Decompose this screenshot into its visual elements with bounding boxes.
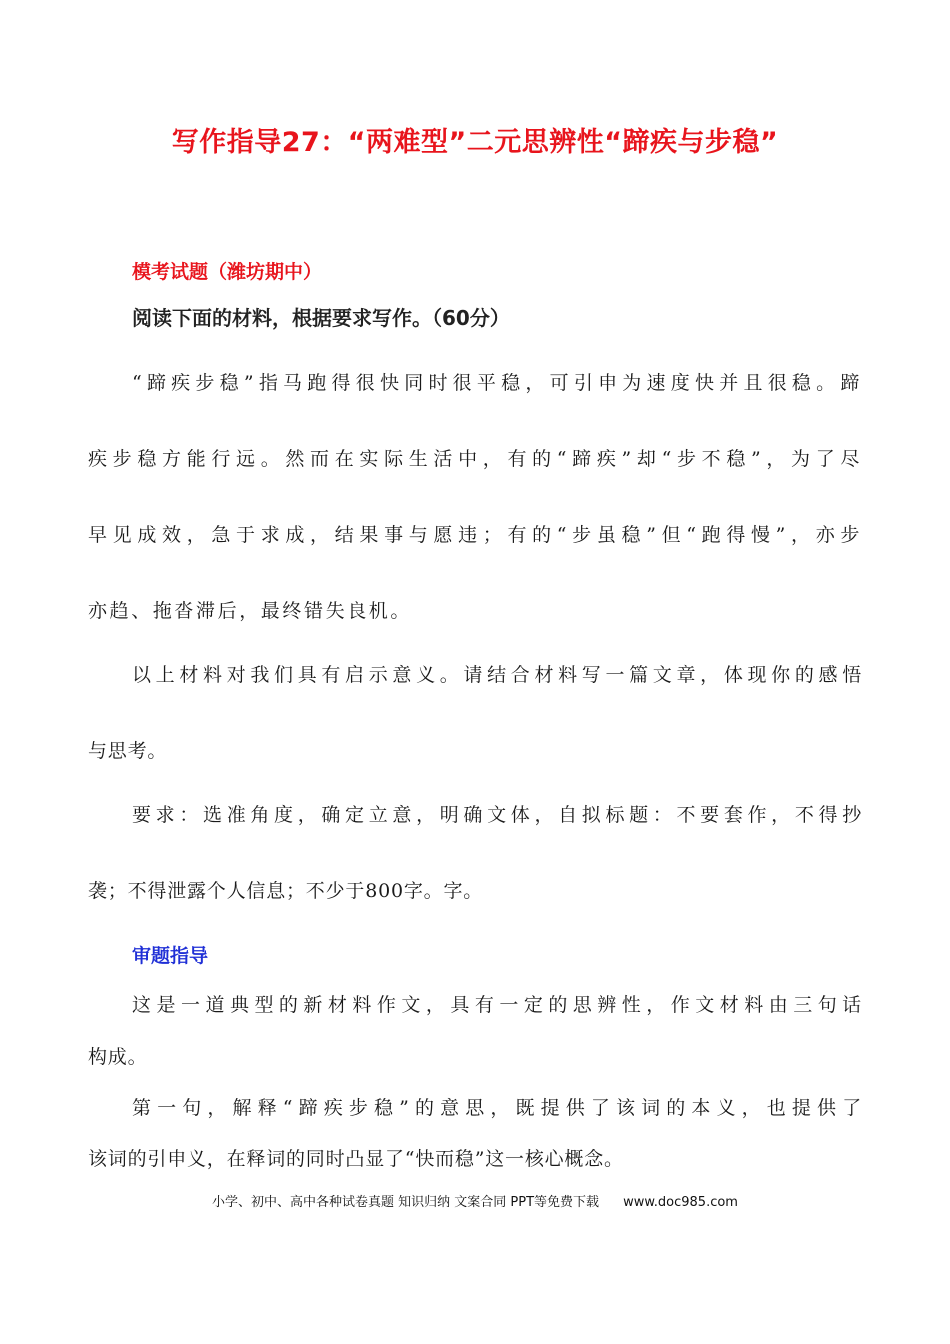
guidance-p2-line-2: 该词的引申义，在释词的同时凸显了“快而稳”这一核心概念。: [88, 1148, 624, 1170]
prompt-line-2: 与思考。: [88, 740, 168, 762]
prompt-line-1: 以上材料对我们具有启示意义。请结合材料写一篇文章，体现你的感悟: [132, 664, 862, 686]
task-intro: 阅读下面的材料，根据要求写作。（60分）: [132, 306, 510, 330]
page-footer: [0, 1191, 950, 1210]
footer-url[interactable]: www.doc985.com: [623, 1195, 738, 1210]
section-heading-guidance: 审题指导: [132, 945, 209, 967]
guidance-p1-line-2: 构成。: [88, 1046, 148, 1068]
material-line-1: “蹄疾步稳”指马跑得很快同时很平稳，可引申为速度快并且很稳。蹄: [132, 372, 862, 394]
guidance-p2-line-1: 第一句，解释“蹄疾步稳”的意思，既提供了该词的本义，也提供了: [132, 1097, 862, 1119]
section-heading-exam: 模考试题（潍坊期中）: [132, 261, 323, 283]
guidance-p1-line-1: 这是一道典型的新材料作文，具有一定的思辨性，作文材料由三句话: [132, 994, 862, 1016]
requirement-line-2: 袭；不得泄露个人信息；不少于800字。字。: [88, 880, 484, 902]
footer-text: 小学、初中、高中各种试卷真题 知识归纳 文案合同 PPT等免费下载: [212, 1195, 600, 1210]
material-line-2: 疾步稳方能行远。然而在实际生活中，有的“蹄疾”却“步不稳”，为了尽: [88, 448, 862, 470]
material-line-3: 早见成效，急于求成，结果事与愿违；有的“步虽稳”但“跑得慢”，亦步: [88, 524, 862, 546]
document-title: 写作指导27：“两难型”二元思辨性“蹄疾与步稳”: [171, 127, 779, 158]
material-line-4: 亦趋、拖沓滞后，最终错失良机。: [88, 600, 413, 622]
requirement-line-1: 要求：选准角度，确定立意，明确文体，自拟标题：不要套作，不得抄: [132, 804, 862, 826]
